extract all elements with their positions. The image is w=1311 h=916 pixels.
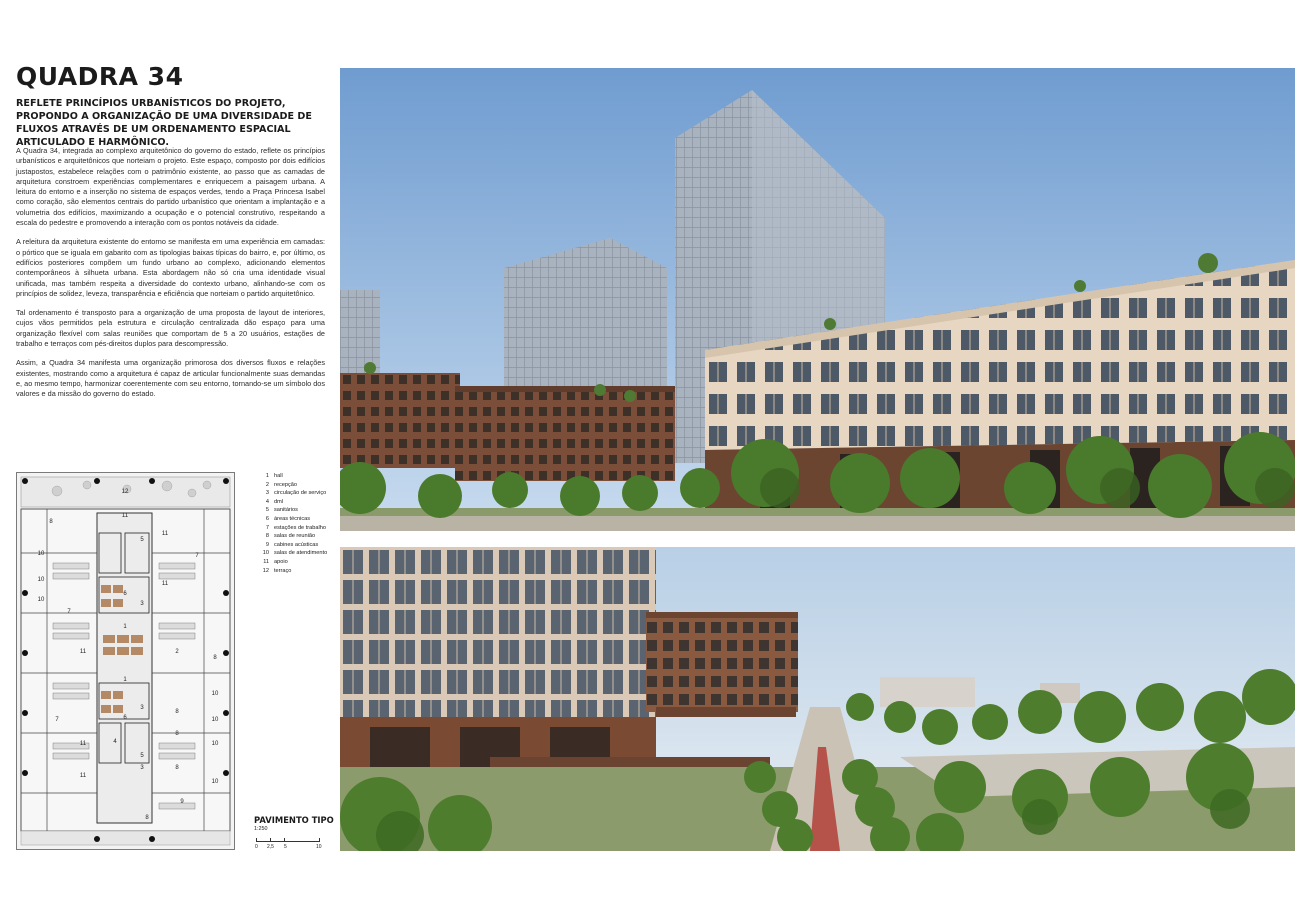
room-label: 10 — [211, 691, 219, 697]
room-label: 11 — [79, 649, 87, 655]
room-label: 8 — [145, 815, 149, 821]
legend-item: 10 salas de atendimento — [262, 550, 328, 557]
render-exterior-view — [340, 68, 1295, 531]
room-label: 11 — [161, 531, 169, 537]
legend-item: 9 cabines acústicas — [265, 541, 319, 548]
paragraph: A releitura da arquitetura existente do entorno se manifesta em uma experiência em camadas: o pórtico que se iguala em gabarito com as tipologias baixas típicas do bairro, e, por último, os edifícios posteriores compõem um fundo urbano ao complexo, adicionando elementos contemporâneos à silhueta urbana. Esta abordagem não só cria uma identidade visual unificada, mas também respeita a diversidade do contexto urbano, alinhando-se com os princípios de solidez, leveza, transparência e eficiência que norteiam o partido arquitetônico. — [16, 237, 325, 298]
room-label: 1 — [123, 677, 127, 683]
room-label: 3 — [140, 601, 144, 607]
scale-bar — [254, 837, 326, 851]
scale-tick: 0 — [255, 844, 258, 850]
room-label: 10 — [37, 551, 45, 557]
room-label: 5 — [140, 753, 144, 759]
floor-plan — [16, 472, 235, 850]
plan-title: PAVIMENTO TIPO — [254, 815, 334, 825]
scale-tick: 5 — [284, 844, 287, 850]
room-label: 8 — [175, 709, 179, 715]
room-label: 6 — [123, 715, 127, 721]
scale-tick: 10 — [316, 844, 322, 850]
paragraph: A Quadra 34, integrada ao complexo arquitetônico do governo do estado, reflete os princípios urbanísticos e arquitetônicos que norteiam o projeto. Este espaço, composto por dois edifícios justapostos, estabelece relações com o patrimônio existente, ao passo que as camadas de arquitetura constroem experiências complementares e enriquecem a paisagem urbana. A leitura do entorno e a inserção no sistema de espaços verdes, tendo a Praça Princesa Isabel como coração, são elementos centrais do partido urbanístico que orientam a implantação e a volumetria dos edifícios, maximizando a ocupação e o potencial construtivo, respeitando a escala do pedestre e promovendo a interação com os pontos notáveis da cidade. — [16, 146, 325, 228]
legend-item: 2 recepção — [265, 481, 298, 488]
floor-plan-drawing — [17, 473, 234, 849]
room-label: 10 — [211, 741, 219, 747]
room-label: 9 — [180, 799, 184, 805]
legend-item: 5 sanitários — [265, 507, 298, 514]
room-label: 10 — [211, 717, 219, 723]
legend-item: 4 dml — [265, 498, 284, 505]
room-label: 7 — [195, 553, 199, 559]
room-label: 11 — [161, 581, 169, 587]
render-park-image — [340, 547, 1295, 851]
room-label: 10 — [37, 597, 45, 603]
room-label: 8 — [175, 765, 179, 771]
page-subtitle: REFLETE PRINCÍPIOS URBANÍSTICOS DO PROJETO, PROPONDO A ORGANIZAÇÃO DE UMA DIVERSIDADE DE FLUXOS ATRAVÉS DE UM ORDENAMENTO ESPACIAL ARTICULADO E HARMÔNICO. — [16, 98, 312, 148]
room-label: 4 — [113, 739, 117, 745]
room-label: 7 — [67, 609, 71, 615]
legend-item: 11 apoio — [263, 558, 288, 565]
legend-item: 3 circulação de serviço — [265, 490, 327, 497]
room-label: 11 — [121, 513, 129, 519]
plan-caption — [254, 815, 334, 832]
room-label: 1 — [123, 624, 127, 630]
paragraph: Tal ordenamento é transposto para a organização de uma proposta de layout de interiores, cujos vãos permitidos pela estrutura e circulação centralizada dão espaço para uma organização flexível com salas reuniões que comportam de 5 a 20 usuários, estações de trabalho e terraços com pés-direitos duplos para descompressão. — [16, 308, 325, 349]
legend-item: 8 salas de reunião — [265, 533, 316, 540]
room-label: 11 — [79, 773, 87, 779]
legend-item: 7 estações de trabalho — [265, 524, 326, 531]
plan-legend — [258, 473, 332, 576]
legend-item: 1 hall — [265, 473, 283, 479]
room-label: 8 — [49, 519, 53, 525]
scale-tick: 2,5 — [267, 844, 274, 850]
room-label: 12 — [121, 489, 129, 495]
room-label: 11 — [79, 741, 87, 747]
room-label: 8 — [213, 655, 217, 661]
page-title: QUADRA 34 — [16, 62, 184, 91]
room-label: 10 — [37, 577, 45, 583]
room-label: 2 — [175, 649, 179, 655]
paragraph: Assim, a Quadra 34 manifesta uma organização primorosa dos diversos fluxos e relações existentes, mostrando como a arquitetura é capaz de articular funcionalmente suas demandas e, ao mesmo tempo, harmonizar coerentemente com seu entorno, tornando-se um símbolo dos valores e da missão do governo do estado. — [16, 358, 325, 399]
room-label: 10 — [211, 779, 219, 785]
plan-scale: 1:250 — [254, 826, 268, 832]
room-label: 3 — [140, 765, 144, 771]
legend-item: 12 terraço — [262, 567, 292, 574]
room-label: 5 — [140, 537, 144, 543]
room-label: 3 — [140, 705, 144, 711]
room-label: 7 — [55, 717, 59, 723]
room-label: 8 — [175, 731, 179, 737]
legend-item: 6 áreas técnicas — [265, 515, 311, 522]
render-exterior-image — [340, 68, 1295, 531]
room-label: 6 — [123, 591, 127, 597]
render-park-view — [340, 547, 1295, 851]
description-text — [16, 146, 325, 409]
scale-bar-line — [256, 837, 320, 842]
